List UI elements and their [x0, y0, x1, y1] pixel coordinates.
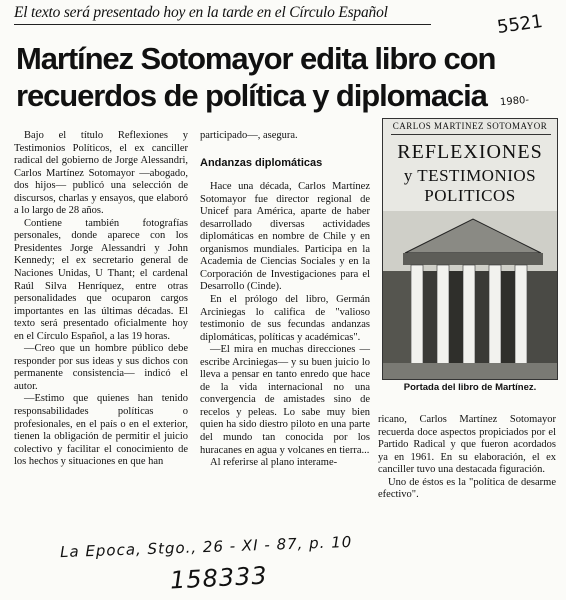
book-cover-title: POLITICOS: [424, 186, 516, 205]
kicker: El texto será presentado hoy en la tarde en el Círculo Español: [14, 4, 388, 21]
building-illustration: [383, 211, 558, 380]
handwritten-source-note: La Epoca, Stgo., 26 - XI - 87, p. 10: [59, 532, 353, 562]
kicker-rule: [14, 24, 431, 25]
book-cover-title: y TESTIMONIOS: [403, 166, 537, 185]
headline: Martínez Sotomayor edita libro con recuerdos de política y diplomacia: [16, 41, 496, 113]
handwritten-reference-number: 5521: [495, 10, 545, 39]
paragraph: En el prólogo del libro, Germán Arciniegas lo califica de "valioso testimonio de sus fecundas andanzas diplomáticas, políticas y académicas".: [200, 294, 370, 343]
paragraph: Bajo el título Reflexiones y Testimonios Políticos, el ex canciller radical del gobierno de Jorge Alessandri, Carlos Martínez Sotomayor —abogado, dos hijos— publicó una selección de discursos, charlas y ensayos, que elaboró a lo largo de 28 años.: [14, 130, 188, 217]
paragraph: Uno de éstos es la "política de desarme efectivo".: [378, 476, 556, 501]
paragraph: Hace una década, Carlos Martínez Sotomayor fue director regional de Unicef para América, aparte de haber desarrollado diversas actividades diplomáticas en nombre de Chile y en organismos mundiales. Participa en la Academia de Ciencias Sociales y en la Corporación de Investigaciones para el Desarrollo (Cinde).: [200, 181, 370, 293]
paragraph: participado—, asegura.: [200, 130, 298, 141]
book-cover-author: CARLOS MARTINEZ SOTOMAYOR: [392, 121, 548, 131]
handwritten-year: 1980-: [499, 94, 530, 109]
paragraph: —Creo que un hombre público debe responder por sus ideas y sus dichos con permanente consistencia— indicó el autor.: [14, 343, 188, 392]
article-column-3: [378, 414, 556, 502]
handwritten-archive-code: 158333: [169, 561, 269, 595]
paragraph: —Estimo que quienes han tenido responsabilidades políticas o profesionales, en el país o en el exterior, tienen la obligación de permitir el juicio colectivo y facilitar el conocimiento de los hechos y situaciones en que han: [14, 393, 188, 468]
article-column-1: [14, 130, 188, 469]
paragraph: ricano, Carlos Martínez Sotomayor recuerda doce aspectos propiciados por el Partido Radical y que fueron acordados ya en 1961. En su elaboración, el ex canciller tuvo una destacada figuración.: [378, 414, 556, 476]
paragraph: —El mira en muchas direcciones —escribe Arciniegas— y su buen juicio lo lleva a pensar en tanto enredo que hace de la vida internacional no una convergencia de amistades sino de recelos y peleas. Lo sabe muy bien quien ha sido diestro piloto en una parte del mundo tan conocida por los huracanes en agua y volcanes en tierra...: [200, 344, 370, 456]
book-cover-title: REFLEXIONES: [397, 141, 543, 163]
book-cover-photo: [382, 118, 558, 380]
paragraph: Contiene también fotografías personales, donde aparece con los Presidentes Jorge Alessandri y John Kennedy; el ex secretario general de Naciones Unidas, U Thant; el cardenal Raúl Silva Henríquez, entre otras personalidades que ocuparon cargos importantes en las últimas décadas. El texto será presentado oficialmente hoy en el Círculo Español, a las 19 horas.: [14, 217, 188, 342]
article-column-2: [200, 130, 370, 470]
book-cover-rule: [391, 134, 551, 135]
paragraph: Al referirse al plano interame-: [210, 457, 338, 469]
figure-caption: Portada del libro de Martínez.: [403, 382, 537, 393]
subheading: Andanzas diplomáticas: [200, 156, 323, 169]
